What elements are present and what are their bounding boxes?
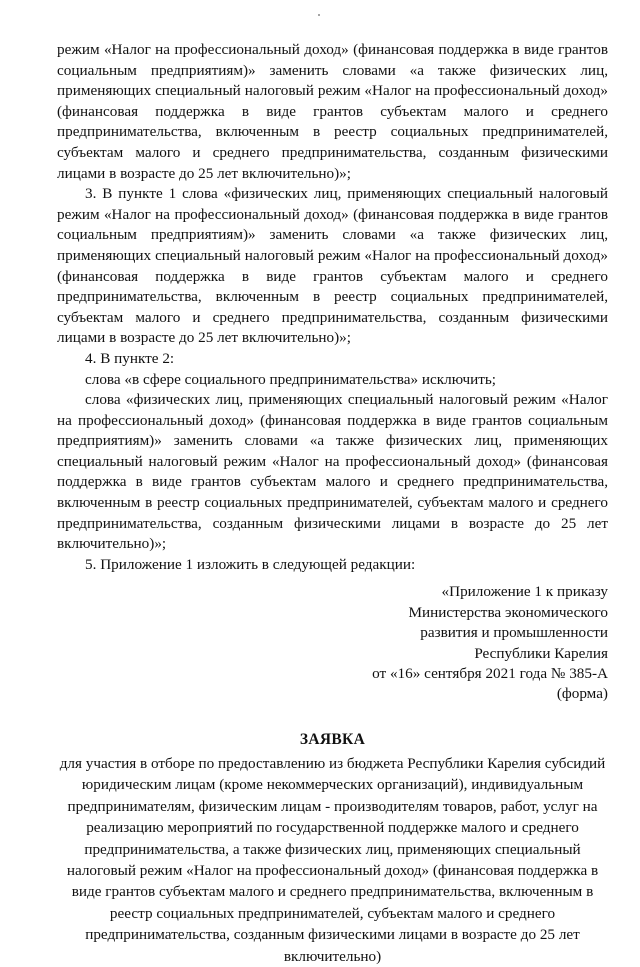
document-body <box>57 40 608 967</box>
paragraph-item-4-replace: слова «физических лиц, применяющих специальный налоговый режим «Налог на профессиональный доход» (финансовая поддержка в виде грантов социальным предприятиям)» заменить словами «а также физических лиц, применяющих специальный налоговый режим «Налог на профессиональный доход» (финансовая поддержка в виде грантов субъектам малого и среднего предпринимательства, включенным в реестр социальных предпринимателей, субъектам малого и среднего предпринимательства, созданным физическими лицами в возрасте до 25 лет включительно)»; <box>57 391 608 553</box>
appendix-line: «Приложение 1 к приказу <box>441 583 608 601</box>
appendix-line: Республики Карелия <box>474 644 608 662</box>
appendix-line: развития и промышленности <box>420 624 608 642</box>
paragraph-item-5: 5. Приложение 1 изложить в следующей редакции: <box>85 555 416 573</box>
paragraph-item-3: 3. В пункте 1 слова «физических лиц, применяющих специальный налоговый режим «Налог на профессиональный доход» (финансовая поддержка в виде грантов социальным предприятиям)» заменить словами «а также физических лиц, применяющих специальный налоговый режим «Налог на профессиональный доход» (финансовая поддержка в виде грантов субъектам малого и среднего предпринимательства, включенным в реестр социальных предпринимателей, субъектам малого и среднего предпринимательства, созданным физическими лицами в возрасте до 25 лет включительно)»; <box>57 185 608 347</box>
appendix-line: (форма) <box>556 685 608 703</box>
appendix-header <box>57 582 608 704</box>
appendix-line: от «16» сентября 2021 года № 385-А <box>372 665 608 683</box>
application-subtitle: для участия в отборе по предоставлению из бюджета Республики Карелия субсидий юридическим лицам (кроме некоммерческих организаций), индивидуальным предпринимателям, физическим лицам - производителям товаров, работ, услуг на реализацию мероприятий по государственной поддержке малого и среднего предпринимательства, а также физических лиц, применяющих специальный налоговый режим «Налог на профессиональный доход» (финансовая поддержка в виде грантов субъектам малого и среднего предпринимательства, включенным в реестр социальных предпринимателей, субъектам малого и среднего предпринимательства, созданным физическими лицами в возрасте до 25 лет включительно) <box>59 754 606 965</box>
paragraph-item-4: 4. В пункте 2: <box>85 349 175 367</box>
application-title: ЗАЯВКА <box>299 730 366 748</box>
paragraph-continuation: режим «Налог на профессиональный доход» (финансовая поддержка в виде грантов социальным предприятиям)» заменить словами «а также физических лиц, применяющих специальный налоговый режим «Налог на профессиональный доход» (финансовая поддержка в виде грантов субъектам малого и среднего предпринимательства, включенным в реестр социальных предпринимателей, субъектам малого и среднего предпринимательства, созданным физическими лицами в возрасте до 25 лет включительно)»; <box>57 41 608 182</box>
appendix-line: Министерства экономического <box>408 603 608 621</box>
paragraph-item-4-exclude: слова «в сфере социального предпринимательства» исключить; <box>85 370 497 388</box>
scan-speck <box>318 14 320 16</box>
